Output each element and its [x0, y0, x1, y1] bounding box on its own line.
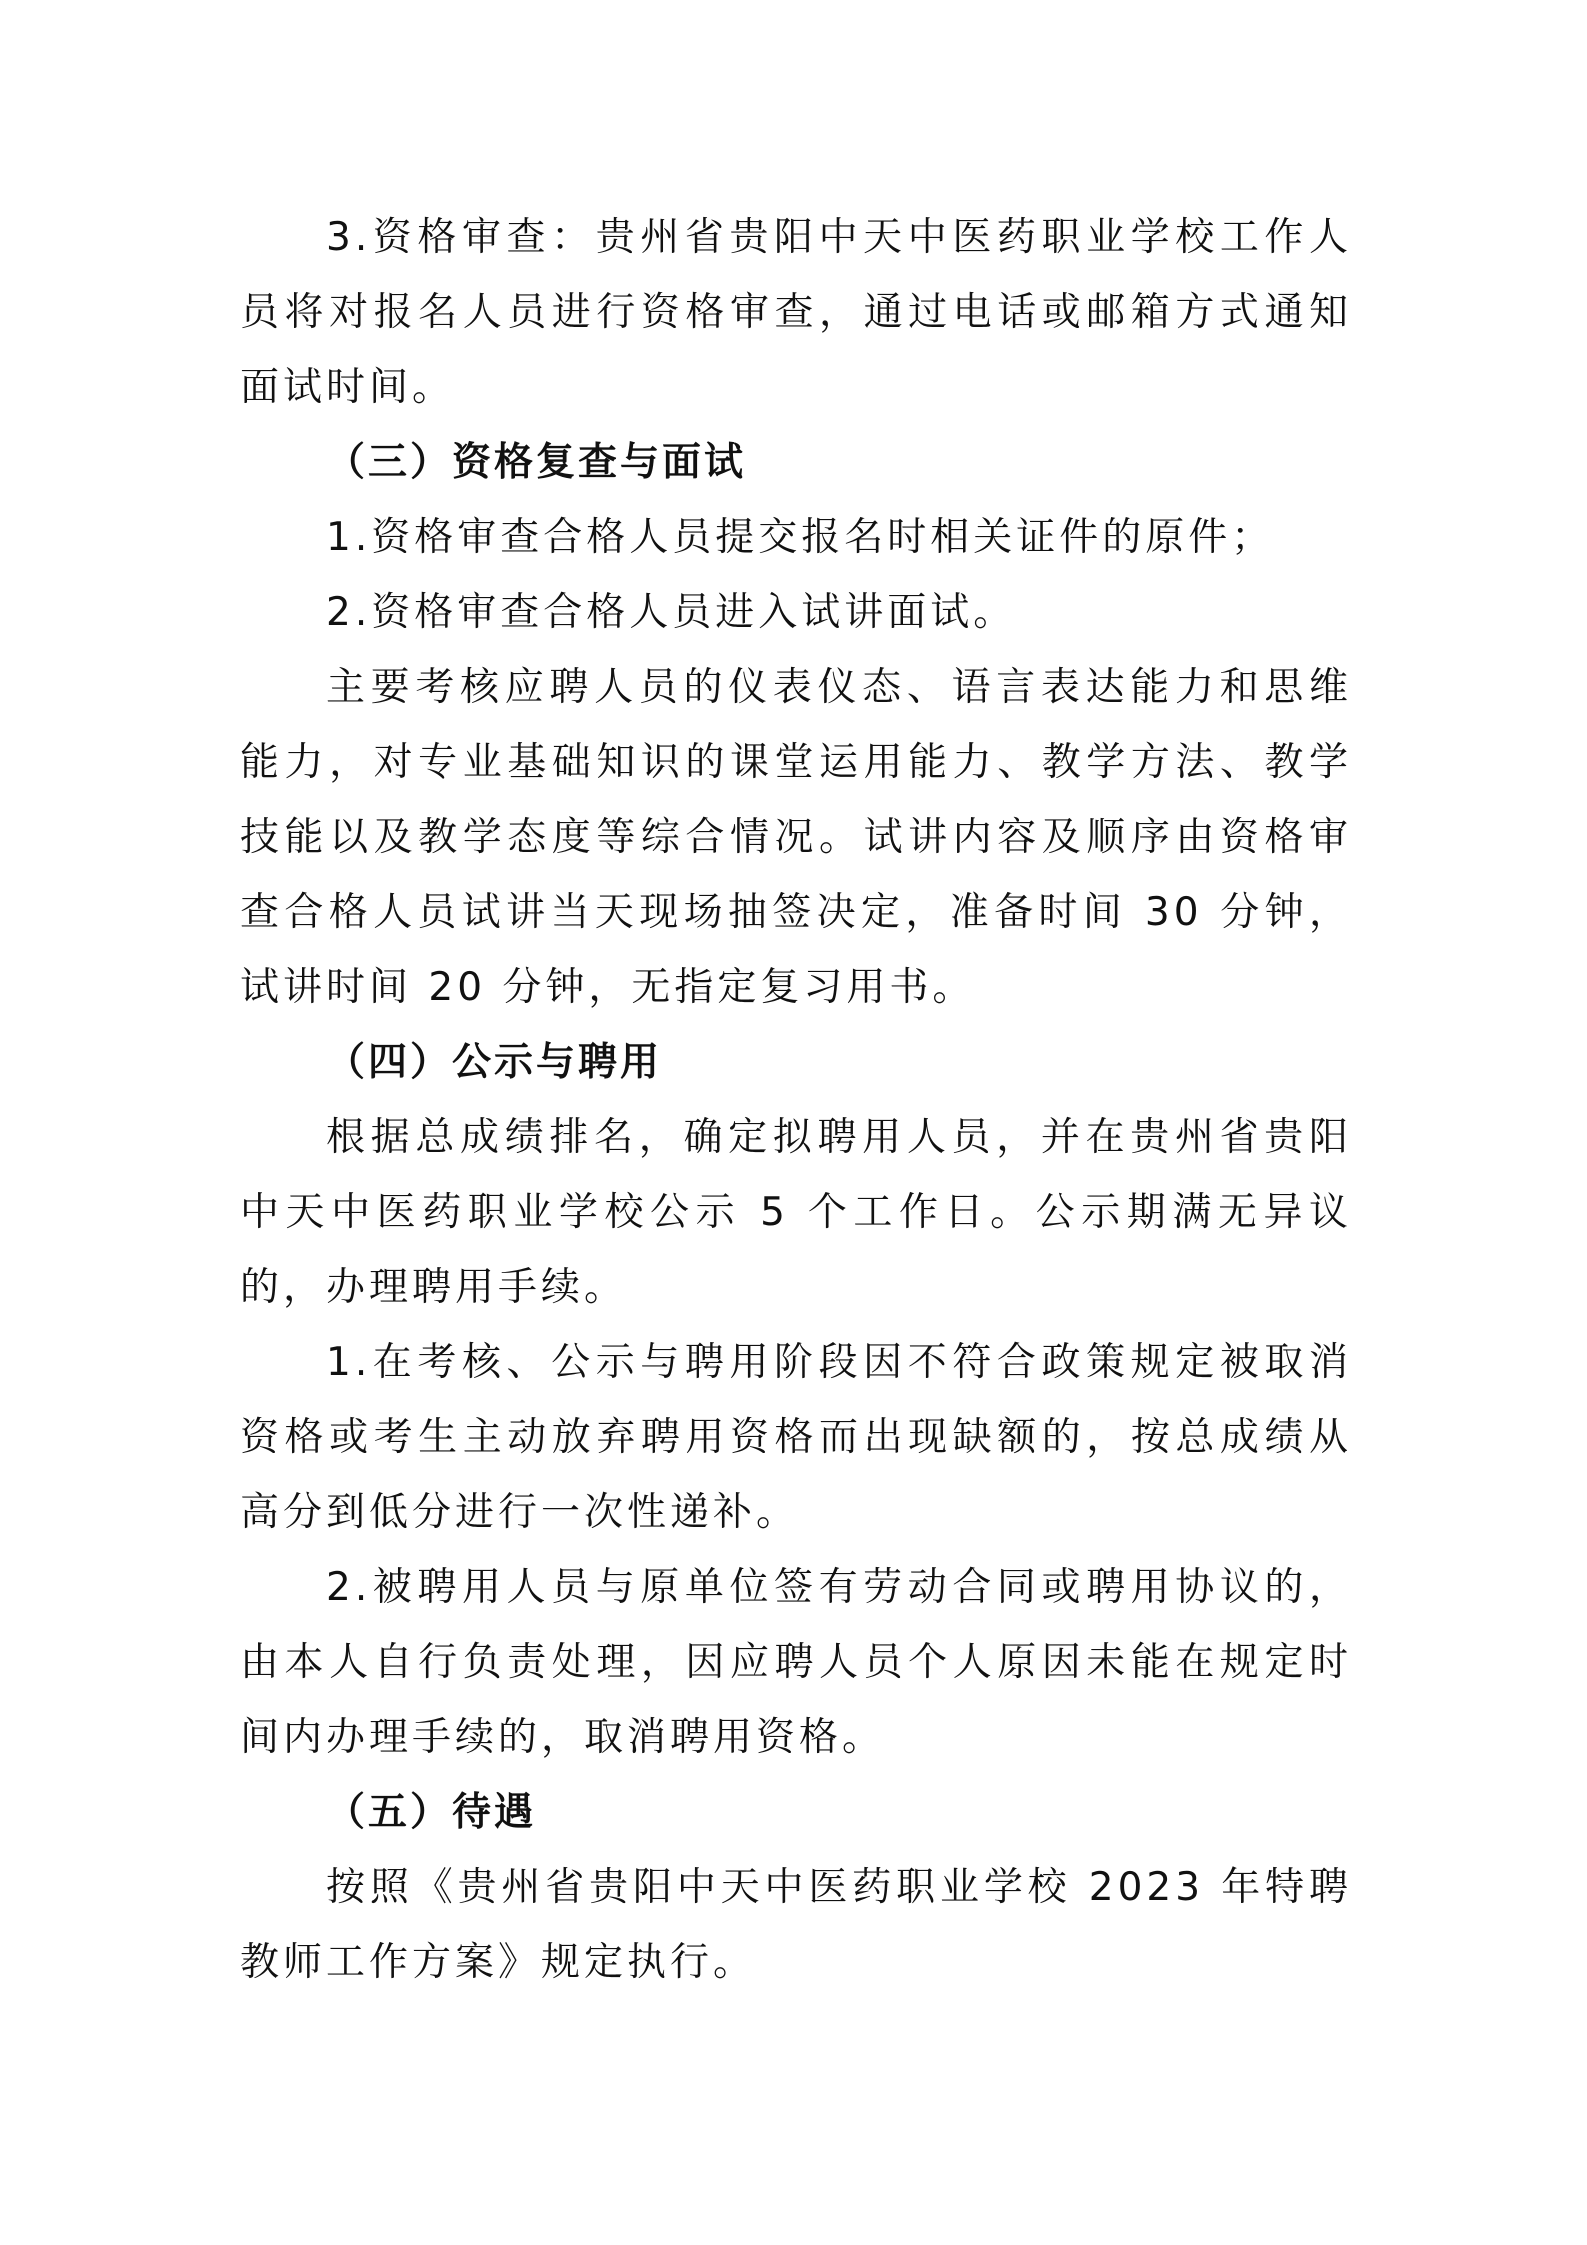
paragraph-submit-originals: 1.资格审查合格人员提交报名时相关证件的原件； [326, 515, 1275, 560]
section-heading-recheck-interview: （三）资格复查与面试 [326, 440, 747, 485]
paragraph-qualification-review: 3.资格审查：贵州省贵阳中天中医药职业学校工作人员将对报名人员进行资格审查，通过电话或邮箱方式通知面试时间。 [240, 215, 1352, 410]
paragraph-ranking-publicity: 根据总成绩排名，确定拟聘用人员，并在贵州省贵阳中天中医药职业学校公示 5 个工作日。公示期满无异议的，办理聘用手续。 [240, 1115, 1352, 1310]
paragraph-assessment-content: 主要考核应聘人员的仪表仪态、语言表达能力和思维能力，对专业基础知识的课堂运用能力、教学方法、教学技能以及教学态度等综合情况。试讲内容及顺序由资格审查合格人员试讲当天现场抽签决定，准备时间 30 分钟，试讲时间 20 分钟，无指定复习用书。 [240, 665, 1352, 1010]
section-heading-publicity-hiring: （四）公示与聘用 [326, 1040, 663, 1085]
paragraph-vacancy-replacement: 1.在考核、公示与聘用阶段因不符合政策规定被取消资格或考生主动放弃聘用资格而出现缺额的，按总成绩从高分到低分进行一次性递补。 [240, 1340, 1352, 1535]
paragraph-treatment-plan: 按照《贵州省贵阳中天中医药职业学校 2023 年特聘教师工作方案》规定执行。 [240, 1865, 1352, 1985]
paragraph-original-employer: 2.被聘用人员与原单位签有劳动合同或聘用协议的，由本人自行负责处理，因应聘人员个人原因未能在规定时间内办理手续的，取消聘用资格。 [240, 1565, 1352, 1760]
paragraph-trial-lecture: 2.资格审查合格人员进入试讲面试。 [326, 590, 1017, 635]
section-heading-treatment: （五）待遇 [326, 1790, 537, 1835]
document-body [240, 200, 1352, 2000]
